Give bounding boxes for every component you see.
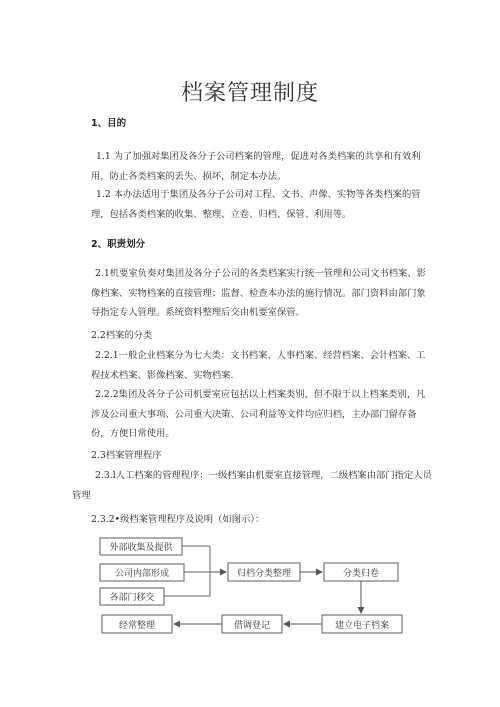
section-2-heading: 2、职责划分 [91, 239, 146, 250]
paragraph-line: 用，防止各类档案的丢失、损坏，制定本办法。 [91, 170, 287, 182]
paragraph-line: 1.2 本办法适用于集团及各分子公司对工程、文书、声像、实物等各类档案的管 [96, 189, 421, 200]
label-source-2: 公司内部形成 [114, 569, 170, 579]
paragraph-line: 2.1机要室负奏对集团及各分子公司的各类档案实行统一管理和公司文书档案、影 [95, 268, 426, 279]
subheading-2-2: 2.2档案的分类 [91, 330, 153, 341]
label-routine: 经常整理 [118, 621, 156, 631]
paragraph-line: 导指定专人管理。系统资料整理后交由机要室保管。 [91, 307, 305, 318]
page-title: 档案管理制度 [180, 81, 319, 106]
paragraph-line: 管理 [72, 489, 91, 501]
paragraph-line: 份，方便日常使用。 [91, 428, 175, 439]
paragraph-2-3-2: 2.3.2•级档案管理程序及说明（如图示）： [91, 514, 265, 525]
paragraph-line: 像档案、实物档案的直接管理；监督、检查本办法的施行情况。部门资料由部门象 [91, 287, 426, 299]
label-borrow: 借调登记 [233, 621, 271, 631]
label-file: 分类归卷 [342, 569, 380, 579]
paragraph-line: 理，包括各类档案的收集、整理、立卷、归档、保管、利用等。 [91, 208, 352, 220]
section-1-heading: 1、目的 [91, 118, 127, 129]
paragraph-line: 涉及公司重大事项、公司重大决策、公司利益等文件均应归档，主办部门留存备 [91, 408, 417, 420]
label-source-3: 各部门移交 [109, 593, 155, 603]
paragraph-line: 程技术档案、影像档案、实物档案. [91, 369, 234, 381]
label-classify: 归档分类整理 [236, 569, 292, 579]
label-source-1: 外部收集及提供 [109, 543, 173, 553]
paragraph-line: 2.2.1一般企业档案分为七大类：文书档案、人事档案、经营档案、会计档案、工 [95, 350, 426, 361]
subheading-2-3: 2.3档案管理程序 [91, 450, 162, 461]
paragraph-line: 2.2.2集团及各分子公司机要室应包括以上档案类别，但不限于以上档案类别，凡 [95, 389, 426, 400]
paragraph-line: 2.3.l人工档案的管理程序：一级档案由机要室直接管理，二级档案由部门指定人员 [95, 470, 432, 481]
paragraph-line: 1.1 为了加强对集团及各分子公司档案的管理，促进对各类档案的共享和有效利 [96, 151, 421, 162]
label-digital: 建立电子档案 [334, 621, 390, 631]
